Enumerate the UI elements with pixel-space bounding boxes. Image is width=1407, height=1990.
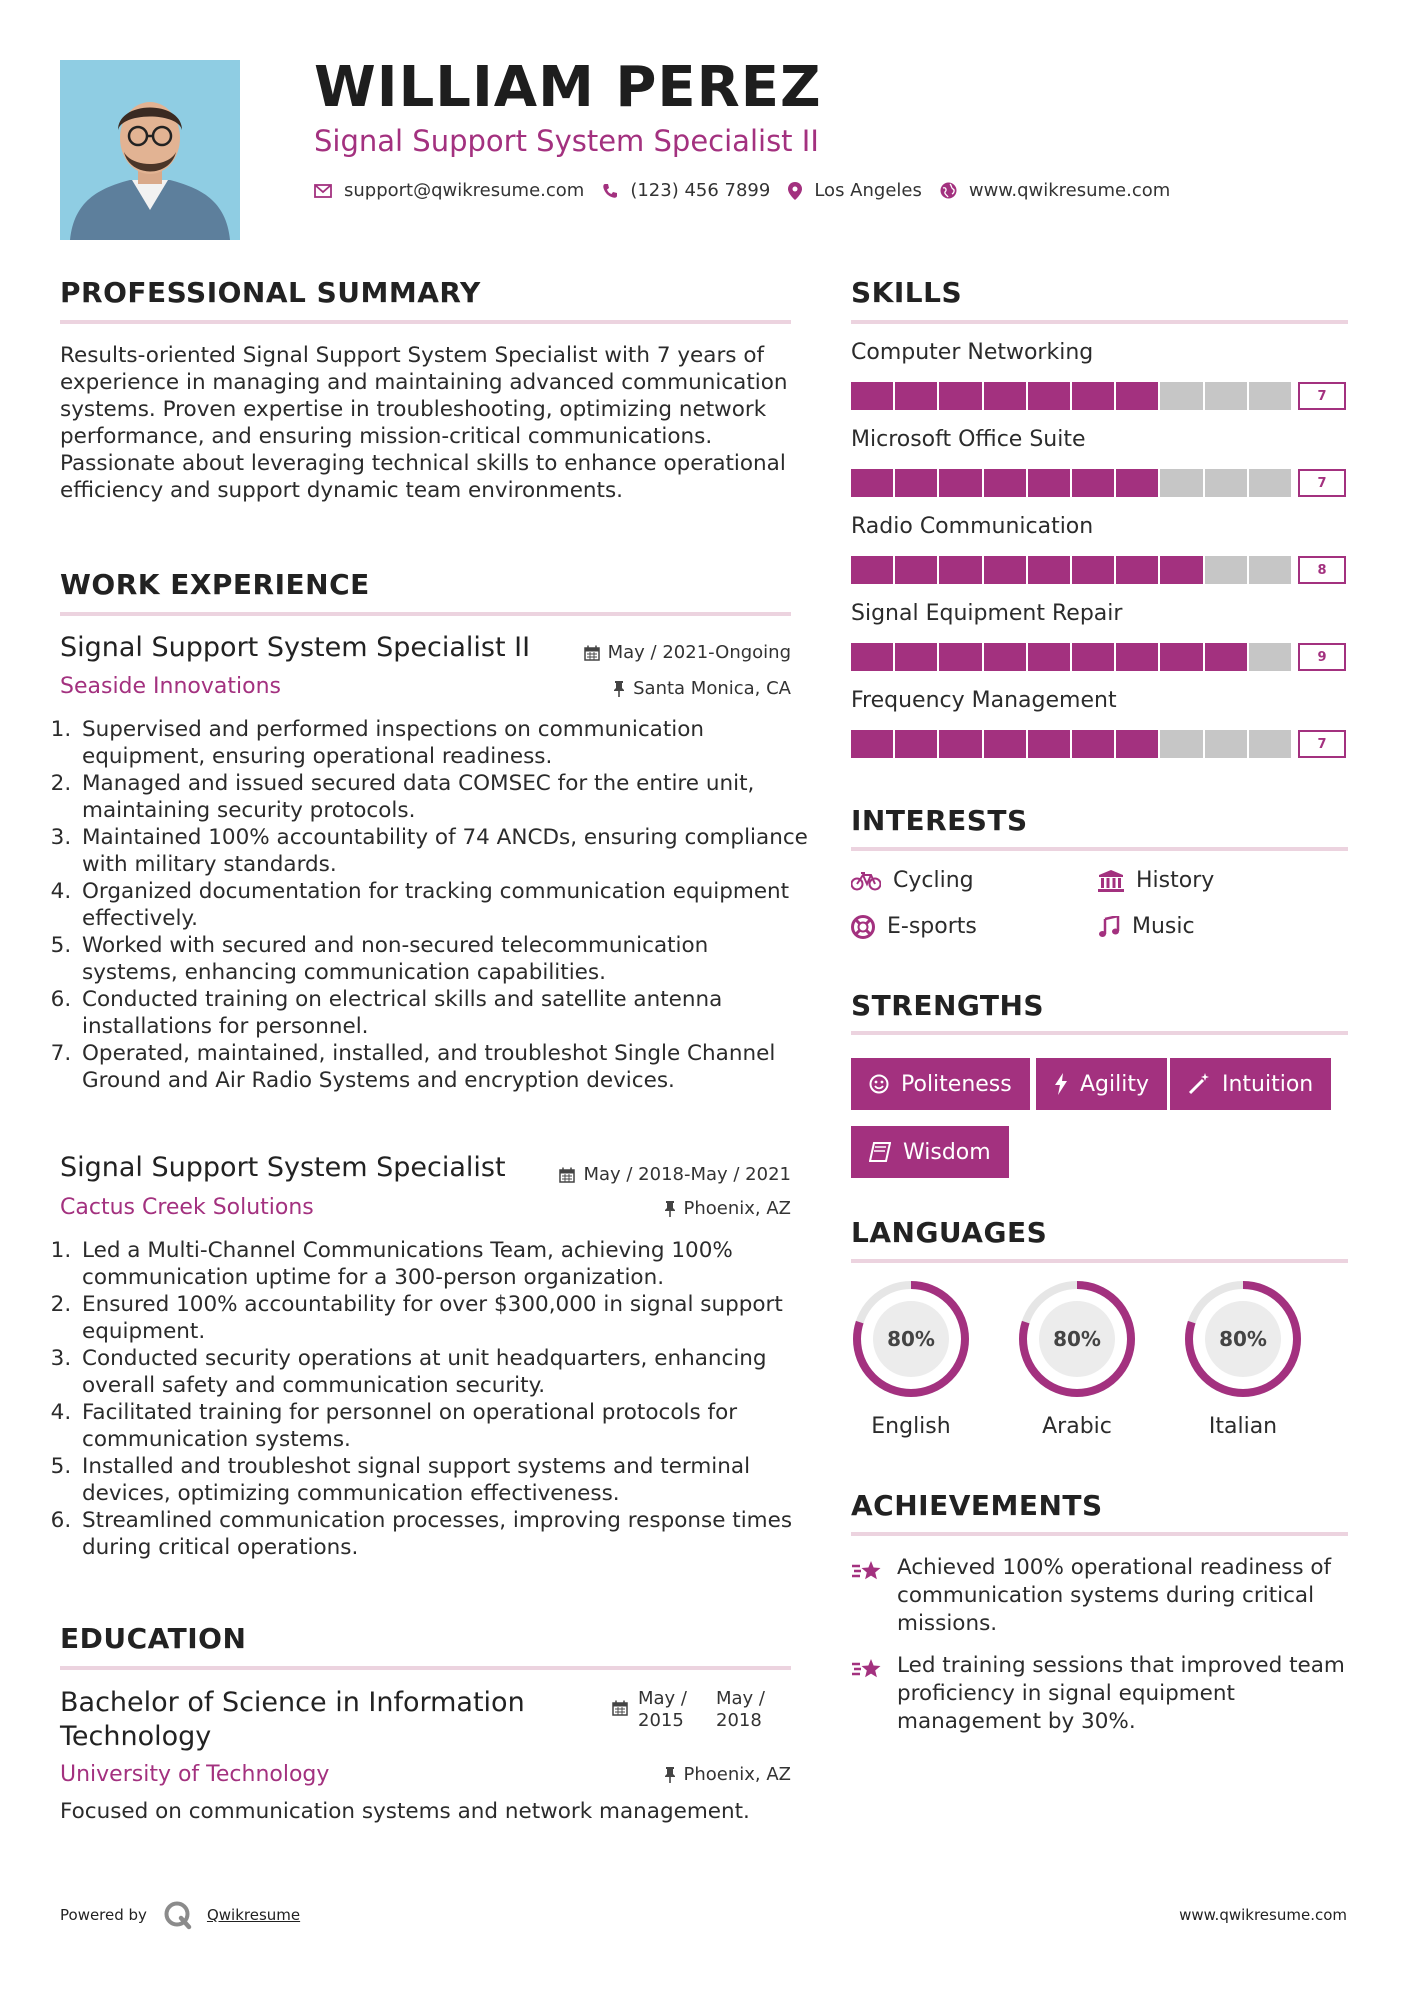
museum-icon <box>1098 870 1124 892</box>
education-start <box>638 1688 687 1732</box>
summary-text: Results-oriented Signal Support System Specialist with 7 years of experience in managing and maintaining advanced communication systems. Proven expertise in troubleshooting, optimizing network performance, and ensuring mission-critical communications. Passionate about leveraging technical skills to enhance operational efficiency and support dynamic team environments. <box>60 343 788 503</box>
skill-bar-segment <box>984 556 1026 584</box>
end-month: May / <box>716 1688 765 1709</box>
skill-label: Computer Networking <box>851 340 1094 365</box>
education-location-text: Phoenix, AZ <box>683 1764 791 1785</box>
language-name: Arabic <box>1042 1414 1112 1439</box>
skill-bar-segment <box>851 469 893 497</box>
start-month: May / <box>638 1688 687 1709</box>
skill-bar-segment <box>1249 382 1291 410</box>
skill-label: Signal Equipment Repair <box>851 601 1123 626</box>
pushpin-icon <box>664 1201 676 1217</box>
skill-bar-segment <box>1028 556 1070 584</box>
duty-item: 4. Organized documentation for tracking communication equipment effectively. <box>78 878 808 932</box>
skill-bar-segment <box>1160 730 1202 758</box>
strength-label: Wisdom <box>903 1139 991 1165</box>
skill-bar-segment <box>1072 730 1114 758</box>
skill-label: Radio Communication <box>851 514 1094 539</box>
skill-bar-segment <box>1116 469 1158 497</box>
achievements-heading: ACHIEVEMENTS <box>851 1489 1103 1522</box>
interest-history <box>1098 868 1214 893</box>
skill-level: 9 <box>1298 643 1346 671</box>
skill-bar-segment <box>1249 730 1291 758</box>
profile-photo <box>60 60 240 240</box>
skill-bar-segment <box>1116 643 1158 671</box>
education-divider <box>60 1666 791 1670</box>
job-title: Signal Support System Specialist II <box>60 632 531 663</box>
skill-bar-segment <box>1072 382 1114 410</box>
pushpin-icon <box>664 1767 676 1783</box>
skill-bar-segment <box>984 643 1026 671</box>
duty-item: 2. Managed and issued secured data COMSEC for the entire unit, maintaining security protocols. <box>78 770 808 824</box>
bicycle-icon <box>851 871 881 891</box>
skill-bar-segment <box>1160 382 1202 410</box>
interests-divider <box>851 847 1348 851</box>
skill-bar-segment <box>984 730 1026 758</box>
languages-divider <box>851 1259 1348 1263</box>
skill-bar-segment <box>1249 556 1291 584</box>
education-description: Focused on communication systems and network management. <box>60 1799 750 1824</box>
achievement-text: Led training sessions that improved team proficiency in signal equipment management by 30%. <box>897 1653 1345 1734</box>
magic-wand-icon <box>1188 1073 1210 1095</box>
interest-label: Music <box>1132 914 1195 939</box>
skill-bar-segment <box>1028 730 1070 758</box>
interest-music <box>1098 914 1195 939</box>
skill-bar-segment <box>1205 469 1247 497</box>
email-text: support@qwikresume.com <box>344 180 585 201</box>
language-name: Italian <box>1208 1414 1278 1439</box>
powered-by-label: Powered by <box>60 1906 147 1924</box>
contact-location <box>788 180 922 201</box>
education-heading: EDUCATION <box>60 1622 247 1655</box>
achievement-item <box>851 1652 1351 1736</box>
phone-text: (123) 456 7899 <box>630 180 771 201</box>
skill-level: 8 <box>1298 556 1346 584</box>
interest-esports <box>851 914 977 939</box>
job-title: Signal Support System Specialist <box>60 1152 506 1183</box>
skill-bar <box>851 730 1291 758</box>
contact-bar <box>314 180 1188 201</box>
summary-divider <box>60 320 791 324</box>
skill-bar-segment <box>1116 382 1158 410</box>
skill-bar-segment <box>939 382 981 410</box>
duty-item: 1. Supervised and performed inspections on communication equipment, ensuring operational readiness. <box>78 716 808 770</box>
skill-level: 7 <box>1298 382 1346 410</box>
experience-heading: WORK EXPERIENCE <box>60 568 370 601</box>
contact-phone[interactable] <box>602 180 770 201</box>
bolt-icon <box>1054 1073 1068 1095</box>
skill-bar-segment <box>895 382 937 410</box>
skill-bar-segment <box>1028 382 1070 410</box>
skill-bar-segment <box>1072 643 1114 671</box>
globe-icon <box>940 182 957 199</box>
duty-item: 6. Streamlined communication processes, improving response times during critical operations. <box>78 1507 808 1561</box>
location-text: Los Angeles <box>814 180 922 201</box>
job-duties <box>60 716 808 1094</box>
shooting-star-icon <box>851 1656 883 1682</box>
summary-heading: PROFESSIONAL SUMMARY <box>60 276 481 309</box>
degree-title: Bachelor of Science in Information Technology <box>60 1687 525 1752</box>
phone-icon <box>602 183 618 199</box>
pushpin-icon <box>613 681 625 697</box>
language-item <box>850 1278 981 1439</box>
skill-bar-segment <box>1028 643 1070 671</box>
strength-badge <box>851 1126 1009 1178</box>
skill-bar-segment <box>1116 730 1158 758</box>
duty-item: 2. Ensured 100% accountability for over $300,000 in signal support equipment. <box>78 1291 808 1345</box>
skill-bar-segment <box>895 556 937 584</box>
map-pin-icon <box>788 182 802 200</box>
calendar-icon <box>559 1167 575 1183</box>
skill-bar <box>851 556 1291 584</box>
smile-icon <box>869 1074 889 1094</box>
candidate-name: WILLIAM PEREZ <box>314 55 822 120</box>
language-item <box>1182 1278 1313 1439</box>
language-ring <box>850 1278 972 1400</box>
duty-item: 5. Worked with secured and non-secured telecommunication systems, enhancing communication capabilities. <box>78 932 808 986</box>
skill-bar-segment <box>939 643 981 671</box>
skill-bar-segment <box>1205 643 1247 671</box>
skill-bar-segment <box>1160 643 1202 671</box>
duty-item: 4. Facilitated training for personnel on operational protocols for communication systems. <box>78 1399 808 1453</box>
job-dates <box>559 1164 791 1185</box>
skill-bar-segment <box>1028 469 1070 497</box>
language-ring <box>1182 1278 1304 1400</box>
skill-bar <box>851 382 1291 410</box>
strengths-divider <box>851 1031 1348 1035</box>
strength-badge <box>1036 1058 1167 1110</box>
languages-heading: LANGUAGES <box>851 1216 1048 1249</box>
skill-bar-segment <box>895 469 937 497</box>
job-location-text: Santa Monica, CA <box>633 678 791 699</box>
skill-label: Microsoft Office Suite <box>851 427 1086 452</box>
job-duties <box>60 1237 808 1561</box>
footer-site[interactable]: www.qwikresume.com <box>1179 1906 1347 1924</box>
achievement-item <box>851 1554 1351 1638</box>
skill-bar-segment <box>1116 556 1158 584</box>
skill-bar-segment <box>939 730 981 758</box>
strength-label: Agility <box>1080 1071 1149 1097</box>
skill-bar-segment <box>984 382 1026 410</box>
skills-divider <box>851 320 1348 324</box>
calendar-icon <box>584 645 600 661</box>
school-name: University of Technology <box>60 1762 330 1787</box>
skill-bar-segment <box>1205 382 1247 410</box>
skill-bar-segment <box>851 643 893 671</box>
book-icon <box>869 1142 891 1162</box>
language-ring <box>1016 1278 1138 1400</box>
skill-bar-segment <box>939 556 981 584</box>
job-company: Seaside Innovations <box>60 674 281 699</box>
skill-bar-segment <box>851 382 893 410</box>
strength-badge <box>851 1058 1030 1110</box>
skill-bar-segment <box>984 469 1026 497</box>
skill-bar <box>851 469 1291 497</box>
skill-bar-segment <box>1160 556 1202 584</box>
job-dates <box>584 642 791 663</box>
website-text: www.qwikresume.com <box>968 180 1171 201</box>
job-dates-text: May / 2021-Ongoing <box>607 642 791 663</box>
skill-level: 7 <box>1298 730 1346 758</box>
interest-label: History <box>1136 868 1215 893</box>
duty-item: 7. Operated, maintained, installed, and troubleshot Single Channel Ground and Air Radio Systems and encryption devices. <box>78 1040 808 1094</box>
strengths-heading: STRENGTHS <box>851 989 1045 1022</box>
skill-bar-segment <box>1205 556 1247 584</box>
language-item <box>1016 1278 1147 1439</box>
job-company: Cactus Creek Solutions <box>60 1195 314 1220</box>
experience-divider <box>60 612 791 616</box>
end-year: 2018 <box>716 1710 762 1731</box>
job-dates-text: May / 2018-May / 2021 <box>583 1164 791 1185</box>
strength-badge <box>1170 1058 1331 1110</box>
interest-label: E-sports <box>887 914 977 939</box>
duty-item: 5. Installed and troubleshot signal support systems and terminal devices, optimizing communication effectiveness. <box>78 1453 808 1507</box>
interest-label: Cycling <box>893 868 974 893</box>
skill-level: 7 <box>1298 469 1346 497</box>
duty-item: 1. Led a Multi-Channel Communications Team, achieving 100% communication uptime for a 300-person organization. <box>78 1237 808 1291</box>
skill-bar-segment <box>1249 643 1291 671</box>
duty-item: 6. Conducted training on electrical skills and satellite antenna installations for personnel. <box>78 986 808 1040</box>
skill-label: Frequency Management <box>851 688 1117 713</box>
music-icon <box>1098 916 1120 938</box>
candidate-title: Signal Support System Specialist II <box>314 124 819 158</box>
strength-label: Politeness <box>901 1071 1012 1097</box>
footer-powered-by <box>60 1900 300 1930</box>
contact-website[interactable] <box>940 180 1170 201</box>
job-location <box>664 1198 792 1219</box>
skill-bar-segment <box>1249 469 1291 497</box>
contact-email[interactable] <box>314 180 584 201</box>
skill-bar-segment <box>939 469 981 497</box>
skill-bar-segment <box>895 643 937 671</box>
duty-item: 3. Maintained 100% accountability of 74 ANCDs, ensuring compliance with military standards. <box>78 824 808 878</box>
strength-label: Intuition <box>1222 1071 1314 1097</box>
job-location <box>613 678 791 699</box>
language-percent: 80% <box>1053 1327 1101 1351</box>
skill-bar <box>851 643 1291 671</box>
skill-bar-segment <box>895 730 937 758</box>
skill-bar-segment <box>1160 469 1202 497</box>
start-year: 2015 <box>638 1710 684 1731</box>
achievements-divider <box>851 1532 1348 1536</box>
skill-bar-segment <box>1072 469 1114 497</box>
language-percent: 80% <box>1219 1327 1267 1351</box>
skill-bar-segment <box>851 556 893 584</box>
shooting-star-icon <box>851 1558 883 1584</box>
skill-bar-segment <box>1072 556 1114 584</box>
skill-bar-segment <box>851 730 893 758</box>
duty-item: 3. Conducted security operations at unit headquarters, enhancing overall safety and communication security. <box>78 1345 808 1399</box>
lifebuoy-icon <box>851 915 875 939</box>
language-percent: 80% <box>887 1327 935 1351</box>
calendar-icon <box>612 1700 628 1720</box>
achievement-text: Achieved 100% operational readiness of communication systems during critical missions. <box>897 1555 1332 1636</box>
education-location <box>664 1764 792 1785</box>
skill-bar-segment <box>1205 730 1247 758</box>
interest-cycling <box>851 868 974 893</box>
skills-heading: SKILLS <box>851 276 963 309</box>
education-end <box>716 1688 765 1732</box>
interests-heading: INTERESTS <box>851 804 1028 837</box>
qwikresume-link[interactable]: Qwikresume <box>206 1906 301 1924</box>
language-name: English <box>871 1414 951 1439</box>
envelope-icon <box>314 184 332 198</box>
qwikresume-logo-icon <box>163 1900 193 1930</box>
job-location-text: Phoenix, AZ <box>683 1198 791 1219</box>
